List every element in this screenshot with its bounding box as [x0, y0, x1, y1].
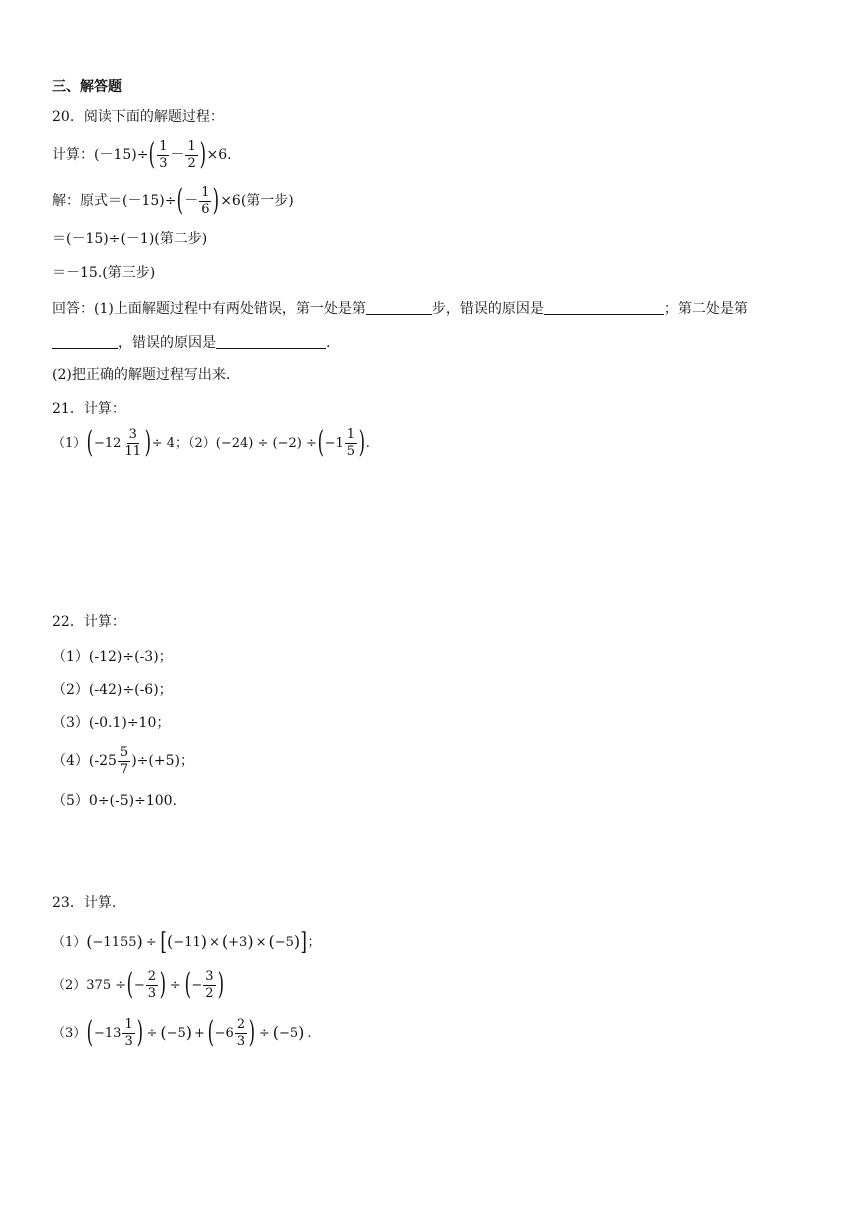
q20-solution: [52, 183, 294, 219]
q21-expression: （1） ( −12 $\frac{3}{11}$ ) ÷ 4 ；（2） (−24) ÷ (−2) ÷ ( −1 $\frac{1}{5}$ ) .: [52, 425, 370, 461]
fraction: $\frac{1}{3}$: [124, 1017, 133, 1049]
answer-blank[interactable]: [216, 334, 326, 349]
q22-heading: 22．计算：: [52, 614, 126, 630]
answer-blank[interactable]: [544, 300, 664, 315]
fraction: $\frac{2}{3}$: [147, 969, 157, 1001]
q20-sol-suffix: ×6(第一步): [220, 193, 294, 210]
left-paren: (: [86, 1015, 94, 1051]
section-title: 三、解答题: [52, 79, 122, 95]
q22-item-2: （2）(-42)÷(-6)；: [52, 682, 173, 698]
q20-calc-suffix: ×6.: [206, 147, 232, 164]
fraction: $\frac{3}{2}$: [205, 969, 214, 1001]
left-paren: (: [86, 425, 94, 461]
right-paren: ): [136, 1015, 143, 1051]
q20-part2: (2)把正确的解题过程写出来.: [52, 367, 231, 383]
q23-part3: （3） ( −13 $\frac{1}{3}$ ) ÷ ( −5 ) + ( −6 $\frac{2}{3}$ ) ÷ ( −5 ) .: [52, 1015, 312, 1051]
minus-sign: －: [184, 193, 199, 210]
right-paren: ): [199, 137, 206, 173]
q20-step3: ＝－15.(第三步): [52, 265, 156, 281]
q23-heading: 23．计算.: [52, 895, 117, 911]
left-bracket: [: [160, 928, 167, 956]
fraction: $\frac{1}{3}$: [159, 139, 168, 171]
q22-item-1: （1）(-12)÷(-3)；: [52, 649, 173, 665]
right-bracket: ]: [300, 928, 308, 956]
fraction: $\frac{1}{6}$: [201, 185, 210, 217]
q22-item-3: （3）(-0.1)÷10；: [52, 715, 171, 731]
fraction: $\frac{2}{3}$: [236, 1017, 246, 1049]
q20-calc: [52, 137, 232, 173]
answer-blank[interactable]: [366, 300, 432, 315]
q20-answer-line1: 回答：(1)上面解题过程中有两处错误，第一处是第 步，错误的原因是 ；第二处是第: [52, 301, 748, 317]
right-paren: ): [159, 967, 167, 1003]
q21-heading: 21．计算：: [52, 401, 126, 417]
q20-heading: 20．阅读下面的解题过程：: [52, 109, 224, 125]
left-paren: (: [184, 967, 191, 1003]
q20-step2: ＝(－15)÷(－1)(第二步): [52, 231, 208, 247]
fraction: $\frac{1}{2}$: [187, 139, 196, 171]
answer-blank[interactable]: [52, 334, 118, 349]
q23-part1: （1） ( −1155 ) ÷ [ ( −11 ) × ( +3 ) × ( −5 ) ] ；: [52, 928, 321, 956]
q22-item-4: （4）(-25 $\frac{5}{7}$ )÷(+5)；: [52, 745, 194, 777]
right-paren: ): [358, 425, 366, 461]
left-paren: (: [317, 425, 324, 461]
q20-calc-prefix: 计算：(－15)÷: [52, 147, 149, 164]
left-paren: (: [177, 183, 184, 219]
minus-sign: －: [170, 147, 185, 164]
left-paren: (: [207, 1015, 215, 1051]
q23-part2: （2） 375 ÷ ( − $\frac{2}{3}$ ) ÷ ( − $\frac{3}{2}$ ): [52, 967, 224, 1003]
q20-sol-prefix: 解：原式＝(－15)÷: [52, 193, 177, 210]
fraction: $\frac{1}{5}$: [346, 427, 356, 459]
fraction: $\frac{3}{11}$: [124, 427, 141, 459]
left-paren: (: [126, 967, 134, 1003]
q20-answer-line2: ，错误的原因是 .: [52, 334, 330, 350]
right-paren: ): [217, 967, 224, 1003]
right-paren: ): [248, 1015, 256, 1051]
right-paren: ): [144, 425, 152, 461]
q22-item-5: （5）0÷(-5)÷100.: [52, 793, 178, 809]
fraction: $\frac{5}{7}$: [119, 745, 129, 777]
left-paren: (: [149, 137, 156, 173]
right-paren: ): [213, 183, 220, 219]
